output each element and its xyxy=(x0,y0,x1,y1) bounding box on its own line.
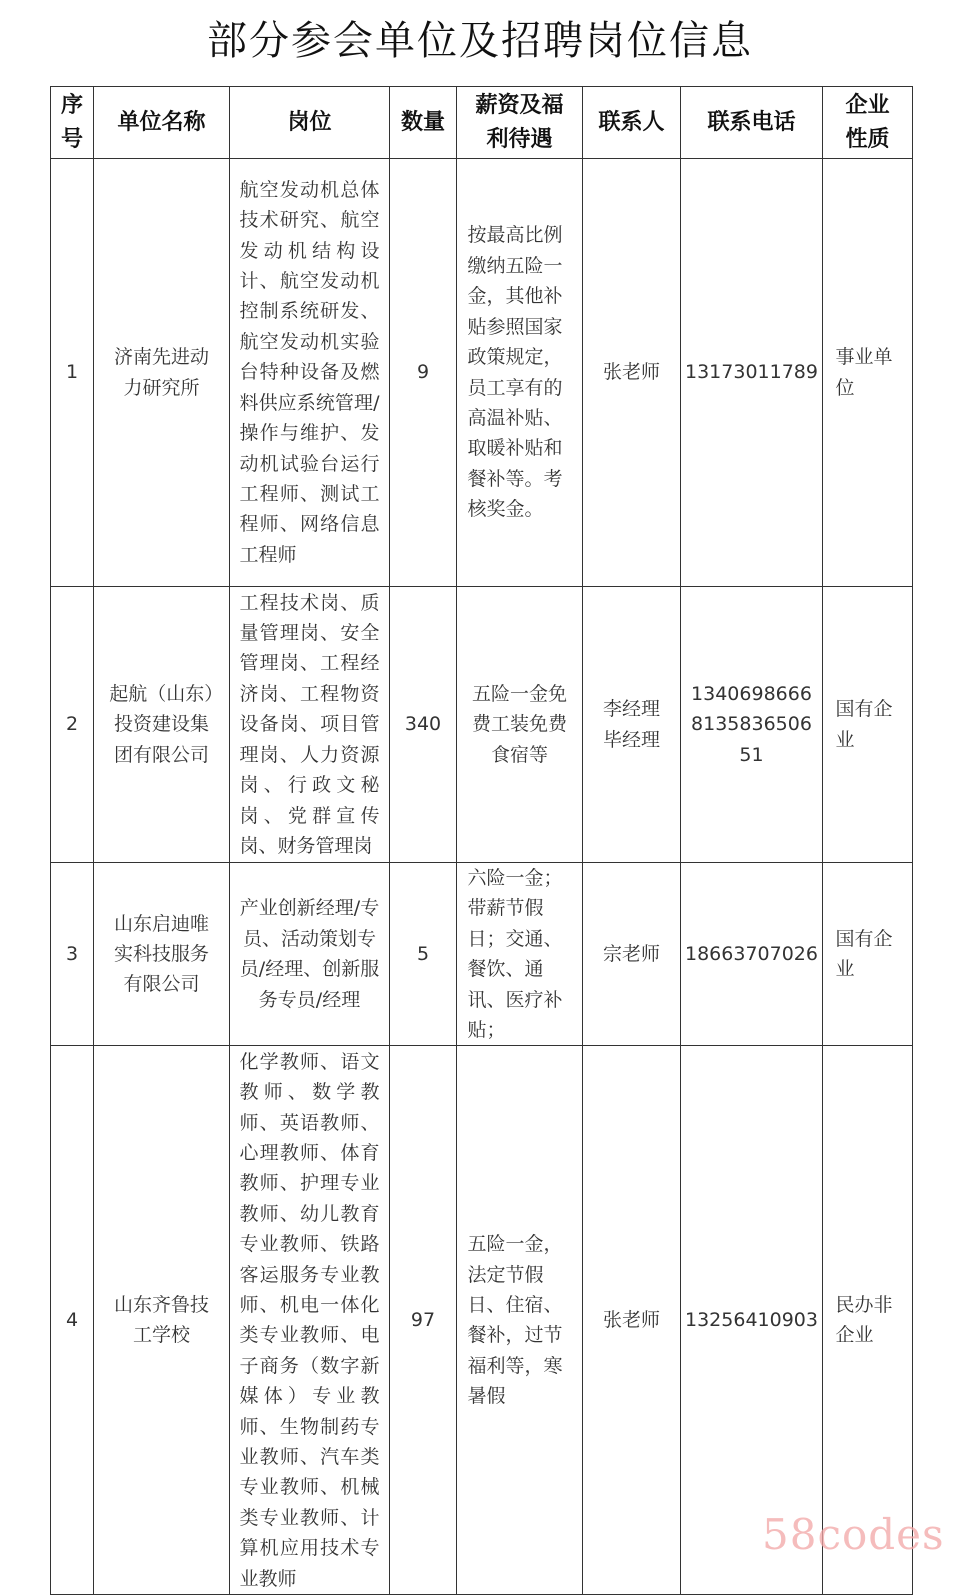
contact-phone: 13256410903 xyxy=(681,1046,823,1595)
position-count: 340 xyxy=(390,587,457,863)
header-benefits: 薪资及福利待遇 xyxy=(457,87,583,159)
org-type: 国有企业 xyxy=(823,587,913,863)
org-type: 国有企业 xyxy=(823,863,913,1046)
company-name: 山东齐鲁技工学校 xyxy=(94,1046,230,1595)
header-index: 序号 xyxy=(51,87,94,159)
recruitment-table xyxy=(50,86,913,1595)
position-list: 航空发动机总体技术研究、航空发动机结构设计、航空发动机控制系统研发、航空发动机实验台特种设备及燃料供应系统管理/操作与维护、发动机试验台运行工程师、测试工程师、网络信息工程师 xyxy=(230,159,390,587)
contact-person: 李经理毕经理 xyxy=(583,587,681,863)
header-phone: 联系电话 xyxy=(681,87,823,159)
position-count: 9 xyxy=(390,159,457,587)
position-count: 5 xyxy=(390,863,457,1046)
benefits-text: 按最高比例缴纳五险一金，其他补贴参照国家政策规定，员工享有的高温补贴、取暖补贴和餐补等。考核奖金。 xyxy=(457,159,583,587)
benefits-text: 五险一金免费工装免费食宿等 xyxy=(457,587,583,863)
contact-phone: 13173011789 xyxy=(681,159,823,587)
position-list: 化学教师、语文教师、数学教师、英语教师、心理教师、体育教师、护理专业教师、幼儿教育专业教师、铁路客运服务专业教师、机电一体化类专业教师、电子商务（数字新媒体）专业教师、生物制药专业教师、汽车类专业教师、机械类专业教师、计算机应用技术专业教师 xyxy=(230,1046,390,1595)
row-index: 3 xyxy=(51,863,94,1046)
company-name: 山东启迪唯实科技服务有限公司 xyxy=(94,863,230,1046)
header-contact: 联系人 xyxy=(583,87,681,159)
header-row xyxy=(51,87,913,159)
header-company: 单位名称 xyxy=(94,87,230,159)
page-title: 部分参会单位及招聘岗位信息 xyxy=(207,18,753,64)
table-row xyxy=(51,159,913,587)
header-type: 企业性质 xyxy=(823,87,913,159)
org-type: 民办非企业 xyxy=(823,1046,913,1595)
row-index: 1 xyxy=(51,159,94,587)
row-index: 4 xyxy=(51,1046,94,1595)
position-list: 工程技术岗、质量管理岗、安全管理岗、工程经济岗、工程物资设备岗、项目管理岗、人力资源岗、行政文秘岗、党群宣传岗、财务管理岗 xyxy=(230,587,390,863)
position-list: 产业创新经理/专员、活动策划专员/经理、创新服务专员/经理 xyxy=(230,863,390,1046)
contact-person: 张老师 xyxy=(583,1046,681,1595)
table-row xyxy=(51,587,913,863)
position-count: 97 xyxy=(390,1046,457,1595)
watermark-logo: 58codes xyxy=(762,1510,945,1559)
contact-phone: 1340698666813583650651 xyxy=(681,587,823,863)
table-row xyxy=(51,863,913,1046)
company-name: 济南先进动力研究所 xyxy=(94,159,230,587)
org-type: 事业单位 xyxy=(823,159,913,587)
contact-person: 张老师 xyxy=(583,159,681,587)
header-count: 数量 xyxy=(390,87,457,159)
contact-person: 宗老师 xyxy=(583,863,681,1046)
company-name: 起航（山东）投资建设集团有限公司 xyxy=(94,587,230,863)
contact-phone: 18663707026 xyxy=(681,863,823,1046)
header-position: 岗位 xyxy=(230,87,390,159)
benefits-text: 五险一金，法定节假日、住宿、餐补，过节福利等，寒暑假 xyxy=(457,1046,583,1595)
row-index: 2 xyxy=(51,587,94,863)
benefits-text: 六险一金；带薪节假日；交通、餐饮、通讯、医疗补贴； xyxy=(457,863,583,1046)
